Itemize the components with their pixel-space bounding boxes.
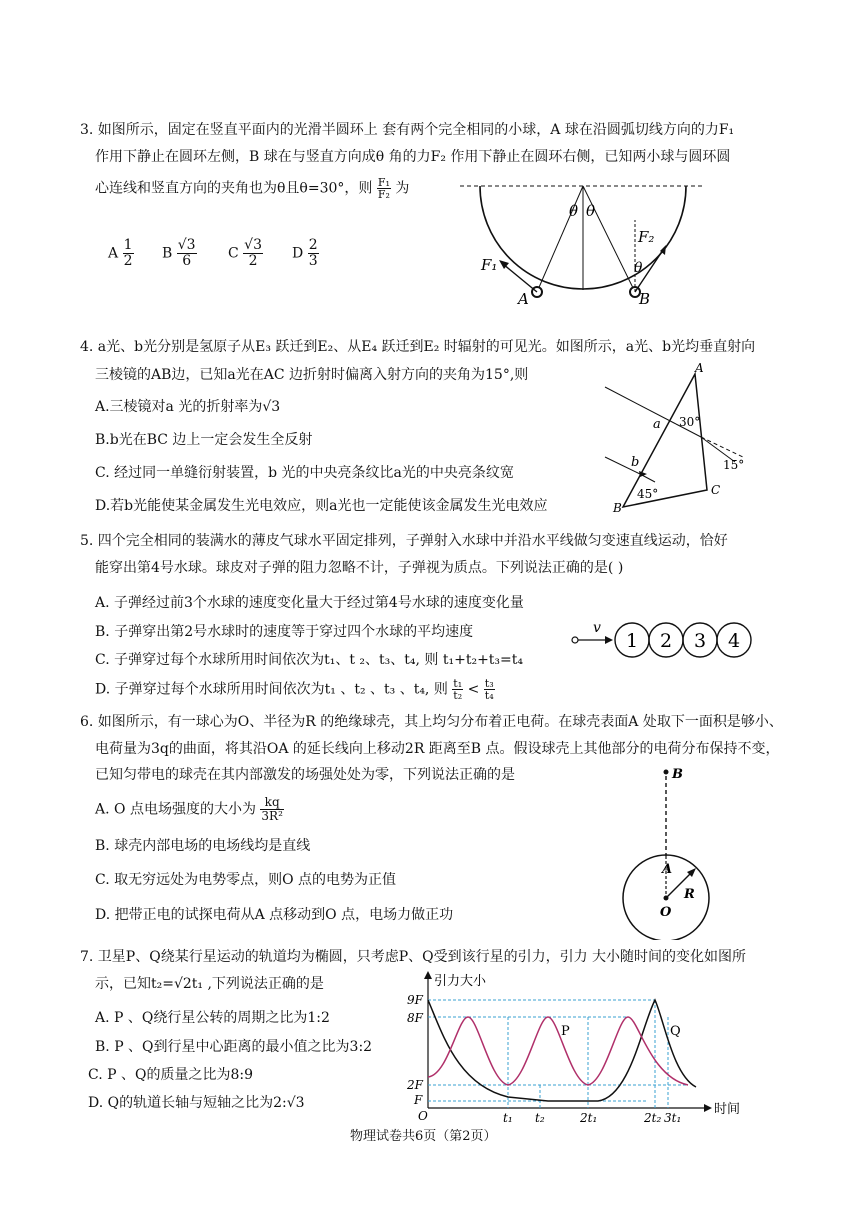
- q4-label-a-ray: a: [653, 417, 661, 432]
- q4-label-b-ray: b: [631, 455, 640, 470]
- q7-force-time-chart: [398, 965, 758, 1125]
- q4-line1: 4. a光、b光分别是氢原子从E₃ 跃迁到E₂、从E₄ 跃迁到E₂ 时辐射的可见光。如图所示，a光、b光均垂直射向: [80, 339, 756, 355]
- q3-line3: 心连线和竖直方向的夹角也为θ且θ=30°，则 $\frac{\text{F₁}}{\text{F₂}}$ 为: [95, 176, 410, 201]
- q7-origin: O: [418, 1109, 428, 1123]
- q6-line1: 6. 如图所示，有一球心为O、半径为R 的绝缘球壳，其上均匀分布着正电荷。在球壳表面A 处取下一面积是够小、: [80, 714, 783, 730]
- page-footer: 物理试卷共6页（第2页）: [350, 1129, 497, 1144]
- q7-xlabel: 时间: [714, 1102, 741, 1117]
- q5-ball-2: 2: [660, 630, 673, 652]
- q5-water-balls-figure: [565, 618, 765, 663]
- q6-label-r: R: [684, 887, 695, 902]
- q4-option-b[interactable]: B.b光在BC 边上一定会发生全反射: [95, 432, 313, 448]
- q6-option-a[interactable]: A. O 点电场强度的大小为 $\frac{kq}{\text{3R²}}$: [95, 795, 283, 823]
- q3-label-a: A: [518, 290, 529, 308]
- q3-option-c[interactable]: C $\frac{√3}{2}$: [228, 237, 262, 269]
- q3-label-b: B: [639, 290, 651, 308]
- q7-ylabel: 引力大小: [434, 974, 487, 989]
- q5-option-c[interactable]: C. 子弹穿过每个水球所用时间依次为t₁、t ₂、t₃、t₄, 则 t₁+t₂+t₃=t₄: [95, 652, 524, 668]
- q5-ball-1: 1: [626, 630, 639, 652]
- q4-prism-figure: [595, 362, 785, 517]
- q3-ratio-fraction: $\frac{\text{F₁}}{\text{F₂}}$: [377, 176, 390, 201]
- q5-ball-3: 3: [694, 630, 707, 652]
- q4-label-vertex-a: A: [695, 362, 704, 375]
- q4-label-vertex-c: C: [711, 483, 721, 497]
- q5-option-d[interactable]: D. 子弹穿过每个水球所用时间依次为t₁ 、t₂ 、t₃ 、t₄, 则 $\frac{\text{t₁}}{\text{t₂}}$ < $\frac{\text{t₃}}{\text{t₄}}$: [95, 677, 494, 702]
- q6-option-b[interactable]: B. 球壳内部电场的电场线均是直线: [95, 838, 311, 854]
- q5-label-v: v: [593, 620, 601, 636]
- q6-label-a: A: [662, 862, 673, 877]
- q5-option-a[interactable]: A. 子弹经过前3个水球的速度变化量大于经过第4号水球的速度变化量: [95, 595, 524, 611]
- q3-label-f1: F₁: [481, 256, 498, 274]
- q3-semicircle-figure: [455, 180, 710, 310]
- q6-label-o: O: [660, 905, 672, 920]
- q7-tick-8f: 8F: [407, 1011, 423, 1025]
- q3-option-b[interactable]: B $\frac{√3}{6}$: [162, 237, 196, 269]
- q7-option-d[interactable]: D. Q的轨道长轴与短轴之比为2:√3: [88, 1095, 305, 1111]
- q4-angle-15: 15°: [723, 458, 745, 472]
- q7-line2: 示，已知t₂=√2t₁ ,下列说法正确的是: [95, 976, 324, 992]
- q7-option-c[interactable]: C. P 、Q的质量之比为8:9: [88, 1067, 253, 1083]
- q7-tick-f: F: [414, 1093, 423, 1107]
- q7-tick-t1: t₁: [503, 1111, 513, 1125]
- q6-line3: 已知匀带电的球壳在其内部激发的场强处处为零，下列说法正确的是: [95, 767, 515, 783]
- q3-line2: 作用下静止在圆环左侧，B 球在与竖直方向成θ 角的力F₂ 作用下静止在圆环右侧，已知两小球与圆环圆: [95, 149, 731, 165]
- q5-ball-4: 4: [728, 630, 741, 652]
- q3-theta-right: θ: [586, 202, 596, 220]
- q3-theta-b: θ: [634, 260, 643, 276]
- q7-option-b[interactable]: B. P 、Q到行星中心距离的最小值之比为3:2: [95, 1039, 373, 1055]
- q7-label-q: Q: [670, 1024, 681, 1039]
- q4-option-a[interactable]: A.三棱镜对a 光的折射率为√3: [95, 399, 281, 415]
- q7-tick-t2: t₂: [535, 1111, 545, 1125]
- q7-tick-2t2: 2t₂: [644, 1111, 662, 1125]
- q5-option-b[interactable]: B. 子弹穿出第2号水球时的速度等于穿过四个水球的平均速度: [95, 624, 474, 640]
- q3-line1: 3. 如图所示，固定在竖直平面内的光滑半圆环上 套有两个完全相同的小球，A 球在沿圆弧切线方向的力F₁: [80, 122, 735, 138]
- q4-line2: 三棱镜的AB边，已知a光在AC 边折射时偏离入射方向的夹角为15°,则: [95, 367, 529, 383]
- q6-option-d[interactable]: D. 把带正电的试探电荷从A 点移动到O 点，电场力做正功: [95, 907, 454, 923]
- q3-option-a[interactable]: A $\frac{1}{2}$: [108, 237, 133, 269]
- q4-angle-45: 45°: [637, 487, 659, 501]
- q7-tick-2t1: 2t₁: [580, 1111, 598, 1125]
- q3-label-f2: F₂: [638, 228, 655, 246]
- q4-label-vertex-b: B: [613, 501, 622, 515]
- q7-tick-3t1: 3t₁: [664, 1111, 682, 1125]
- q7-line1: 7. 卫星P、Q绕某行星运动的轨道均为椭圆，只考虑P、Q受到该行星的引力，引力 大小随时间的变化如图所: [80, 949, 747, 965]
- q4-option-d[interactable]: D.若b光能使某金属发生光电效应，则a光也一定能使该金属发生光电效应: [95, 498, 548, 514]
- q4-angle-30: 30°: [679, 415, 701, 429]
- q7-tick-2f: 2F: [407, 1078, 423, 1092]
- q7-option-a[interactable]: A. P 、Q绕行星公转的周期之比为1:2: [95, 1010, 330, 1026]
- q6-label-b: B: [672, 767, 683, 782]
- q4-option-c[interactable]: C. 经过同一单缝衍射装置，b 光的中央亮条纹比a光的中央亮条纹宽: [95, 465, 514, 481]
- q7-label-p: P: [561, 1024, 570, 1039]
- q5-line1: 5. 四个完全相同的装满水的薄皮气球水平固定排列，子弹射入水球中并沿水平线做匀变速直线运动，恰好: [80, 533, 728, 549]
- q6-line2: 电荷量为3q的曲面，将其沿OA 的延长线向上移动2R 距离至B 点。假设球壳上其他部分的电荷分布保持不变，: [95, 741, 780, 757]
- q7-tick-9f: 9F: [407, 993, 423, 1007]
- q3-theta-left: θ: [569, 202, 579, 220]
- q5-line2: 能穿出第4号水球。球皮对子弹的阻力忽略不计，子弹视为质点。下列说法正确的是( ): [95, 560, 624, 576]
- q3-option-d[interactable]: D $\frac{2}{3}$: [292, 237, 318, 269]
- q6-option-c[interactable]: C. 取无穷远处为电势零点，则O 点的电势为正值: [95, 872, 397, 888]
- q6-shell-figure: [620, 760, 730, 940]
